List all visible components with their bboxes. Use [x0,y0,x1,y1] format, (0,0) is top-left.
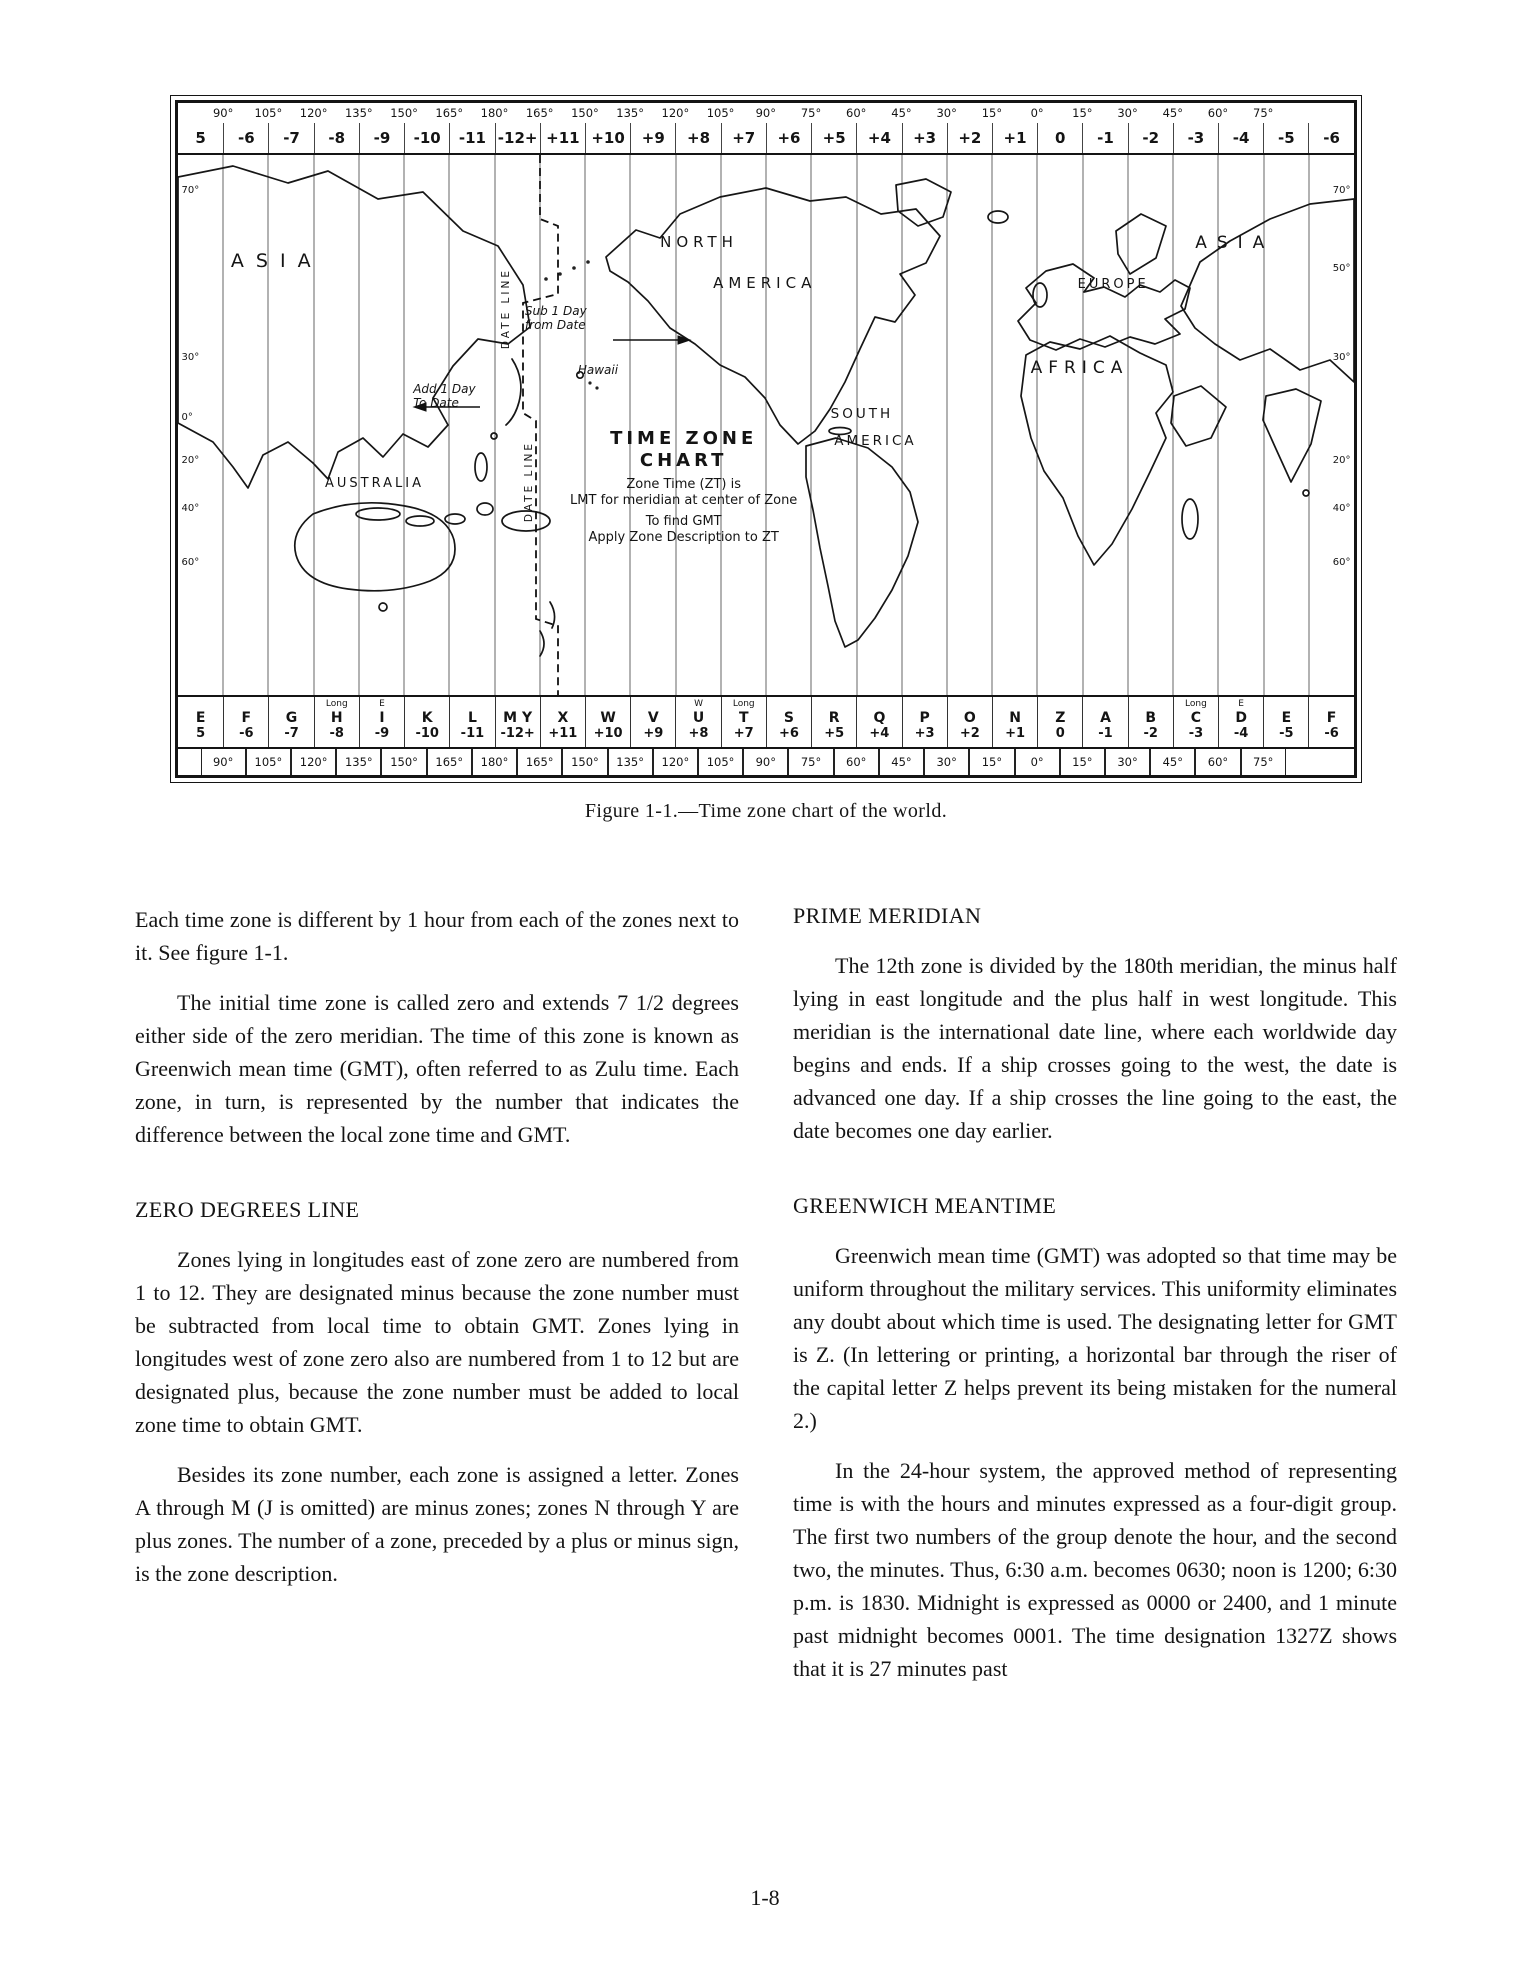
zone-letter-cell [404,697,449,747]
zone-description: -6 [239,726,254,741]
zone-number-label: -6 [223,123,268,153]
degree-label: 60° [1195,749,1240,775]
zone-description: +9 [643,726,664,741]
degree-label: 75° [788,749,833,775]
zone-description: -1 [1098,726,1113,741]
degree-label: 60° [1207,106,1229,120]
hawaii-label: Hawaii [577,362,619,377]
continent-label-asia-west: ASIA [230,249,323,272]
zone-letter: I [379,710,385,726]
degree-label: 30° [1105,749,1150,775]
continent-label-north-america: AMERICA [713,273,817,292]
map-zone-letter-row [178,695,1354,749]
zone-letter: M Y [503,710,533,726]
continent-label-north: NORTH [660,233,738,252]
body-text [135,903,1397,1702]
degree-label: 90° [212,106,234,120]
zone-number-label: -11 [449,123,494,153]
latitude-label: 0° [181,411,193,423]
latitude-label: 30° [181,352,200,364]
zone-letter-cell [1218,697,1263,747]
zone-description: +1 [1005,726,1026,741]
zone-letter: N [1009,710,1021,726]
continent-label-africa: AFRICA [1030,357,1129,378]
zone-number-label: +8 [675,123,720,153]
degree-label: 15° [1072,106,1093,120]
degree-label: 150° [381,749,426,775]
zone-letter: P [919,710,930,726]
zone-number-label: +1 [992,123,1037,153]
degree-label: 60° [834,749,879,775]
degree-label: 60° [846,106,867,120]
date-line-label-upper: DATE LINE [500,268,513,350]
sub-day-arrow-icon [613,336,690,344]
zone-number-label: -4 [1218,123,1263,153]
zone-letter-cell [992,697,1037,747]
degree-label: 135° [608,749,653,775]
zone-letter: V [647,710,659,726]
subtract-day-note-line2: from Date [524,317,586,332]
zone-description: +7 [733,726,754,741]
degree-label: 135° [344,106,373,120]
chart-note: Apply Zone Description to ZT [588,529,779,545]
zone-number-label: +5 [811,123,856,153]
zone-description: -12+ [500,726,535,741]
degree-label: 90° [743,749,788,775]
zone-letter: Z [1055,710,1066,726]
zone-letter-sup: Long [1185,699,1207,709]
zone-number-label: +2 [947,123,992,153]
zone-letter-cell [1308,697,1353,747]
zone-letter: W [600,710,616,726]
continent-label-south: SOUTH [830,406,894,423]
timezone-map [175,100,1357,778]
zone-number-label: -12+ [495,123,540,153]
zone-description: -2 [1143,726,1158,741]
degree-label: 15° [969,749,1014,775]
degree-label: 120° [661,106,690,120]
latitude-label: 70° [1332,184,1351,196]
latitude-label: 40° [181,503,200,515]
zone-number-label: +4 [856,123,901,153]
zone-letter: X [557,710,569,726]
paragraph: In the 24-hour system, the approved method of representing time is with the hours and minutes expressed as a four-digit group. The first two numbers of the group denote the hour, and the second two, the minutes. Thus, 6:30 a.m. becomes 0630; noon is 1200; 6:30 p.m. is 1830. Midnight is expressed as 0000 or 2400, and 1 minute past midnight becomes 0001. The time designation 1327Z shows that it is 27 minutes past [793,1458,1397,1681]
zone-number-label: -10 [404,123,449,153]
zone-letter-cell [675,697,720,747]
zone-description: -4 [1233,726,1249,741]
zone-letter: H [330,710,343,726]
zone-number-label: +9 [630,123,675,153]
continent-label-australia: AUSTRALIA [325,476,424,492]
chart-title-block [531,428,837,546]
paragraph: Besides its zone number, each zone is assigned a letter. Zones A through M (J is omitted) are minus zones; zones N through Y are plus zones. The number of a zone, preceded by a plus or minus sign, is the zone description. [135,1462,739,1586]
paragraph: Zones lying in longitudes east of zone zero are numbered from 1 to 12. They are designated minus because the zone number must be subtracted from local time to obtain GMT. Zones lying in longitudes west of zone zero also are numbered from 1 to 12 but are designated plus, because the zone number must be added to local zone time to obtain GMT. [135,1247,739,1437]
add-day-note [413,382,475,410]
degree-label: 120° [653,749,698,775]
zone-letter-cell [856,697,901,747]
degree-label: 15° [981,106,1003,120]
date-line-label-lower: DATE LINE [522,441,535,523]
zone-number-label: +3 [902,123,947,153]
zone-description: -6 [1324,726,1339,741]
zone-description: +10 [593,726,623,741]
zone-letter-sup: Long [325,699,348,709]
degree-label: 105° [698,749,743,775]
zone-number-label: -6 [1308,123,1353,153]
zone-letter: S [783,710,794,726]
map-top-degree-row [178,103,1354,123]
right-column [793,903,1397,1702]
degree-label: 15° [1060,749,1105,775]
degree-label: 75° [1241,749,1286,775]
degree-label: 30° [924,749,969,775]
latitude-label: 60° [181,557,200,569]
zone-description: +11 [548,726,578,741]
zone-letter-cell [495,697,540,747]
zone-letter: K [421,710,433,726]
degree-label: 120° [299,106,328,120]
zone-letter-cell [1173,697,1218,747]
zone-letter-cell [540,697,585,747]
zone-description: -11 [460,726,485,741]
degree-label: 30° [936,106,957,120]
zone-letter-cell [811,697,856,747]
zone-letter: R [828,710,840,726]
zone-letter-sup: Long [732,699,755,709]
degree-label: 150° [562,749,607,775]
zone-letter-cell [766,697,811,747]
zone-letter-cell [178,697,223,747]
zone-number-label: -8 [314,123,359,153]
chart-note: Zone Time (ZT) is [626,476,742,492]
zone-letter-cell [630,697,675,747]
zone-letter: E [195,710,206,726]
degree-label: 180° [472,749,517,775]
zone-description: -8 [329,726,344,741]
zone-description: -10 [415,726,439,741]
zone-letter: D [1235,710,1247,726]
zone-description: +2 [959,726,980,741]
section-heading-zero-degrees-line: ZERO DEGREES LINE [135,1197,360,1222]
zone-letter: C [1190,710,1202,726]
zone-description: -9 [374,726,390,741]
zone-letter-cell [314,697,359,747]
add-day-note-line2: To Date [413,395,459,410]
section-heading-greenwich-meantime: GREENWICH MEANTIME [793,1193,1057,1218]
degree-label: 120° [291,749,336,775]
latitude-label: 50° [1332,263,1351,274]
international-date-line [523,155,558,695]
zone-description: +6 [778,726,799,741]
zone-letter: F [1326,710,1337,726]
degree-label: 135° [616,106,644,120]
left-column [135,903,739,1702]
degree-label: 180° [480,106,509,120]
zone-letter: G [285,710,298,726]
degree-label: 0° [1030,106,1044,120]
zone-description: +4 [869,726,890,741]
paragraph: Each time zone is different by 1 hour from each of the zones next to it. See figure 1-1. [135,907,739,965]
degree-label: 135° [336,749,381,775]
zone-letter-cell [902,697,947,747]
zone-description: 0 [1055,726,1065,741]
zone-letter-cell [1082,697,1127,747]
latitude-label: 60° [1332,557,1351,569]
zone-letter: A [1100,710,1111,726]
degree-label: 45° [1162,106,1183,120]
zone-description: -7 [284,726,299,741]
zone-number-label: +6 [766,123,811,153]
degree-label: 90° [201,749,246,775]
zone-number-label: 5 [195,129,206,147]
continent-label-south-america: AMERICA [834,433,917,450]
degree-label: 165° [517,749,562,775]
add-day-note-line1: Add 1 Day [413,381,476,396]
zone-number-label: -3 [1173,123,1218,153]
zone-letter: L [467,710,477,726]
paragraph: Greenwich mean time (GMT) was adopted so that time may be uniform throughout the military services. This uniformity eliminates any doubt about which time is used. The designating letter for GMT is Z. (In lettering or printing, a horizontal bar through the riser of the capital letter Z helps prevent its being mistaken for the numeral 2.) [793,1243,1397,1433]
degree-label: 165° [427,749,472,775]
degree-label: 75° [1253,106,1274,120]
chart-title-line1: TIME ZONE [610,427,758,449]
chart-note: To find GMT [645,513,722,529]
latitude-label: 30° [1332,352,1351,364]
degree-label: 90° [755,106,776,120]
degree-label: 30° [1117,106,1138,120]
zone-description: -3 [1188,726,1204,741]
zone-letter-cell [223,697,268,747]
zone-letter: B [1145,710,1157,726]
zone-letter: E [1281,710,1292,726]
zone-letter: F [241,710,252,726]
zone-letter-sup: W [694,699,703,709]
zone-letter-cell [449,697,494,747]
figure-timezone-chart [175,100,1357,823]
zone-number-label: -7 [268,123,313,153]
degree-label: 105° [706,106,735,120]
degree-label: 0° [1015,749,1060,775]
zone-letter: Q [873,710,886,726]
zone-letter: O [963,710,976,726]
zone-letter-cell [1128,697,1173,747]
degree-label: 45° [879,749,924,775]
degree-label: 150° [571,106,599,120]
paragraph: The initial time zone is called zero and extends 7 1/2 degrees either side of the zero meridian. The time of this zone is known as Greenwich mean time (GMT), often referred to as Zulu time. Each zone, in turn, is represented by the number that indicates the difference between the local zone time and GMT. [135,990,739,1147]
degree-label: 45° [1150,749,1195,775]
degree-label: 45° [891,106,912,120]
zone-number-label: +7 [721,123,766,153]
degree-label: 105° [246,749,291,775]
zone-description: -5 [1279,726,1294,741]
zone-meridian-lines [223,155,1309,695]
zone-letter-sup: E [379,699,385,709]
zone-letter-cell [1037,697,1082,747]
section-heading-prime-meridian: PRIME MERIDIAN [793,903,982,928]
zone-letter: T [738,710,749,726]
zone-letter-cell [359,697,404,747]
subtract-day-note-line1: Sub 1 Day [524,303,587,318]
zone-number-label: -1 [1082,123,1127,153]
zone-letter: U [692,710,705,726]
zone-letter-cell [268,697,313,747]
zone-description: +8 [688,726,709,741]
latitude-label: 20° [181,454,200,466]
degree-label: 165° [435,106,464,120]
map-bottom-degree-row [178,749,1354,775]
zone-description: +3 [914,726,935,741]
zone-number-label: -5 [1263,123,1308,153]
degree-label: 165° [525,106,554,120]
map-top-zone-row [178,123,1354,155]
zone-description: +5 [824,726,845,741]
zone-letter-sup: E [1238,699,1244,709]
zone-description: 5 [196,726,206,741]
degree-label: 150° [390,106,418,120]
paragraph: The 12th zone is divided by the 180th meridian, the minus half lying in east longitude and the plus half in west longitude. This meridian is the international date line, where each worldwide day begins and ends. If a ship crosses going to the west, the date is advanced one day. If a ship crosses the line going to the east, the date becomes one day earlier. [793,953,1397,1143]
zone-number-label: 0 [1037,123,1082,153]
world-map-graphic [178,155,1354,695]
figure-caption: Figure 1-1.—Time zone chart of the world. [584,800,948,822]
zone-letter-cell [585,697,630,747]
latitude-label: 40° [1332,503,1351,515]
zone-letter-cell [1263,697,1308,747]
chart-note: LMT for meridian at center of Zone [570,492,798,508]
degree-label: 75° [800,106,822,120]
latitude-label: 70° [181,184,200,196]
chart-title-line2: CHART [639,449,728,471]
zone-number-label: +10 [585,123,630,153]
zone-number-label: +11 [540,123,585,153]
zone-letter-cell [721,697,766,747]
subtract-day-note [525,304,587,332]
continent-label-europe: EUROPE [1077,276,1149,292]
zone-number-label: -9 [359,123,404,153]
map-body [178,155,1354,695]
zone-number-label: -2 [1128,123,1173,153]
latitude-label: 20° [1332,454,1351,466]
zone-letter-cell [947,697,992,747]
page-number: 1-8 [750,1885,780,1910]
degree-label: 105° [254,106,283,120]
continent-label-asia-east: ASIA [1195,233,1275,254]
